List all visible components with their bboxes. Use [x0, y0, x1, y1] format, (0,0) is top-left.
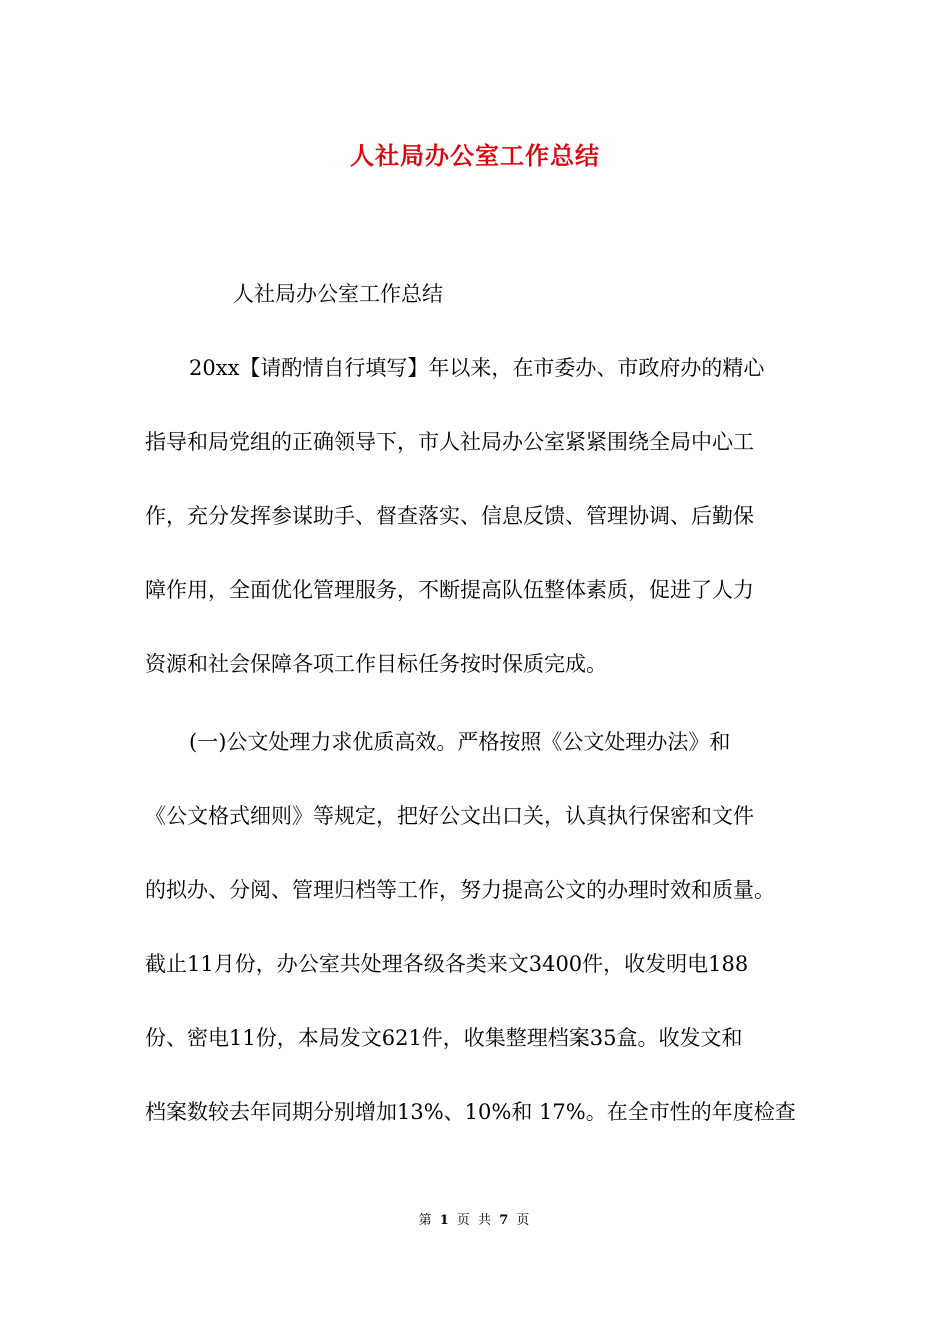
body-line-2: 指导和局党组的正确领导下，市人社局办公室紧紧围绕全局中心工	[145, 430, 754, 454]
footer-prefix: 第	[418, 1213, 434, 1228]
body-line-4: 障作用，全面优化管理服务，不断提高队伍整体素质，促进了人力	[145, 578, 754, 602]
footer-current-page: 1	[439, 1213, 451, 1228]
document-title: 人社局办公室工作总结	[350, 141, 600, 170]
body-line-11: 档案数较去年同期分别增加13%、10%和 17%。在全市性的年度检查	[145, 1100, 796, 1124]
body-line-1: 20xx【请酌情自行填写】年以来，在市委办、市政府办的精心	[189, 356, 765, 380]
footer-suffix: 页	[516, 1213, 532, 1228]
body-line-7: 《公文格式细则》等规定，把好公文出口关，认真执行保密和文件	[145, 804, 754, 828]
body-line-8: 的拟办、分阅、管理归档等工作，努力提高公文的办理时效和质量。	[145, 878, 775, 902]
footer-total-pages: 7	[499, 1213, 511, 1228]
body-line-3: 作，充分发挥参谋助手、督查落实、信息反馈、管理协调、后勤保	[145, 504, 754, 528]
footer-mid: 页 共	[456, 1213, 494, 1228]
body-line-9: 截止11月份，办公室共处理各级各类来文3400件，收发明电188	[145, 952, 749, 976]
page-footer	[0, 1209, 950, 1228]
body-line-10: 份、密电11份，本局发文621件，收集整理档案35盒。收发文和	[145, 1026, 743, 1050]
body-line-subtitle: 人社局办公室工作总结	[233, 282, 443, 306]
body-line-5: 资源和社会保障各项工作目标任务按时保质完成。	[145, 652, 607, 676]
body-line-6: (一)公文处理力求优质高效。严格按照《公文处理办法》和	[189, 730, 731, 754]
